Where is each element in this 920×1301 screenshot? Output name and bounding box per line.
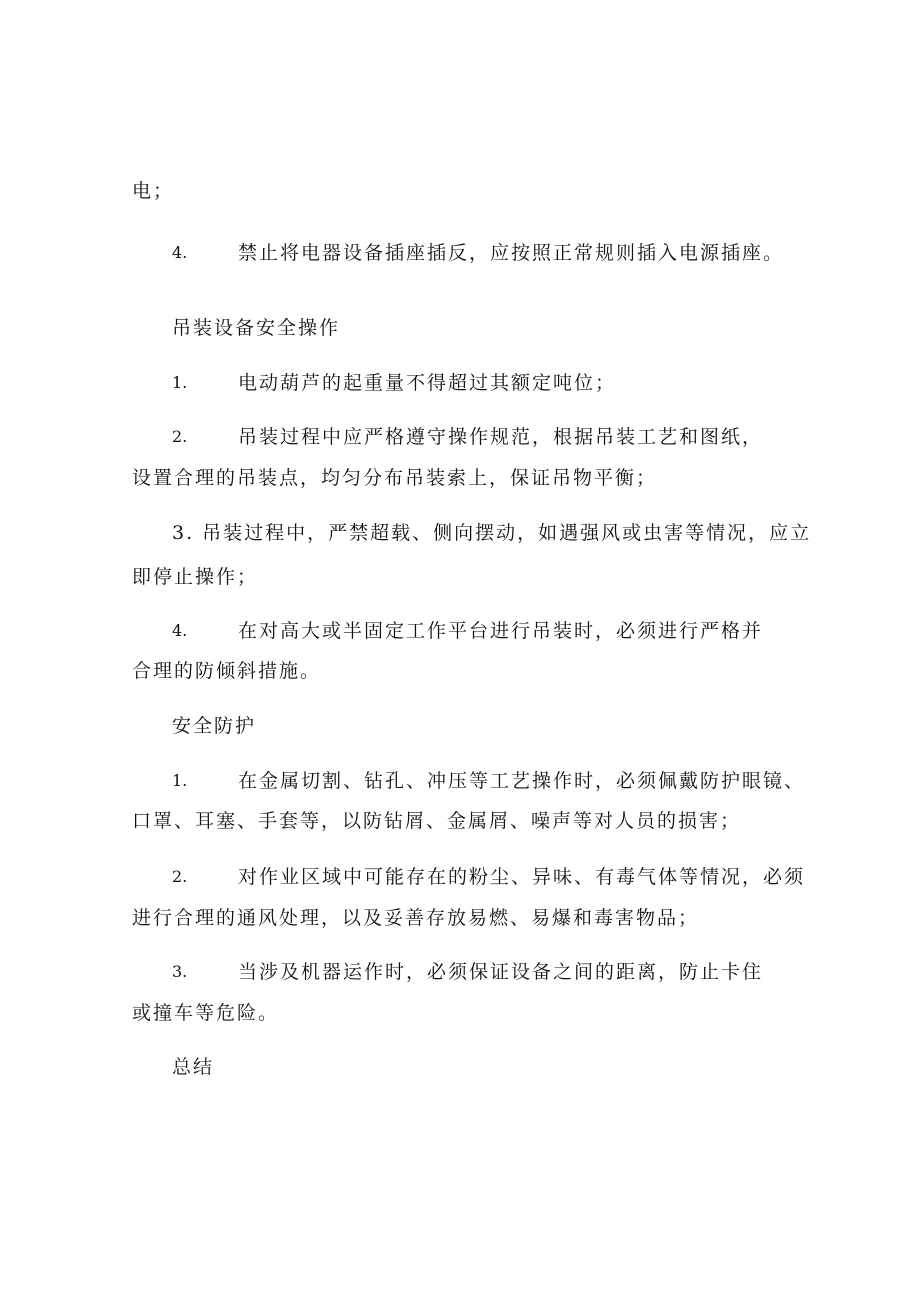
list-number: 4. (172, 621, 188, 640)
list-text-cont: 合理的防倾斜措施。 (132, 660, 322, 682)
list-text: 禁止将电器设备插座插反，应按照正常规则插入电源插座。 (238, 242, 785, 264)
list-text: 3. 吊装过程中，严禁超载、侧向摆动，如遇强风或虫害等情况，应立 (172, 522, 812, 544)
list-text: 对作业区域中可能存在的粉尘、异味、有毒气体等情况，必须 (238, 866, 806, 888)
heading-text: 总结 (172, 1056, 215, 1078)
list-text-cont: 口罩、耳塞、手套等，以防钻屑、金属屑、噪声等对人员的损害； (132, 810, 742, 832)
list-text-cont: 或撞车等危险。 (132, 1002, 280, 1024)
list-text-cont: 即停止操作； (132, 566, 259, 588)
list-text: 当涉及机器运作时，必须保证设备之间的距离，防止卡住 (238, 961, 764, 983)
list-text: 电动葫芦的起重量不得超过其额定吨位； (238, 372, 617, 394)
list-number: 4. (172, 243, 188, 262)
list-number: 3. (172, 962, 188, 981)
list-text-cont: 设置合理的吊装点，均匀分布吊装索上，保证吊物平衡； (132, 467, 658, 489)
list-text: 在对高大或半固定工作平台进行吊装时，必须进行严格并 (238, 620, 764, 642)
list-number: 2. (172, 427, 188, 446)
list-text: 吊装过程中应严格遵守操作规范，根据吊装工艺和图纸， (238, 426, 764, 448)
list-text-cont: 进行合理的通风处理，以及妥善存放易燃、易爆和毒害物品； (132, 907, 700, 929)
list-number: 1. (172, 373, 188, 392)
list-text: 在金属切割、钻孔、冲压等工艺操作时，必须佩戴防护眼镜、 (238, 770, 806, 792)
list-number: 1. (172, 771, 188, 790)
text-line: 电； (132, 180, 175, 202)
list-number: 2. (172, 867, 188, 886)
heading-text: 吊装设备安全操作 (172, 317, 341, 339)
heading-text: 安全防护 (172, 715, 257, 737)
